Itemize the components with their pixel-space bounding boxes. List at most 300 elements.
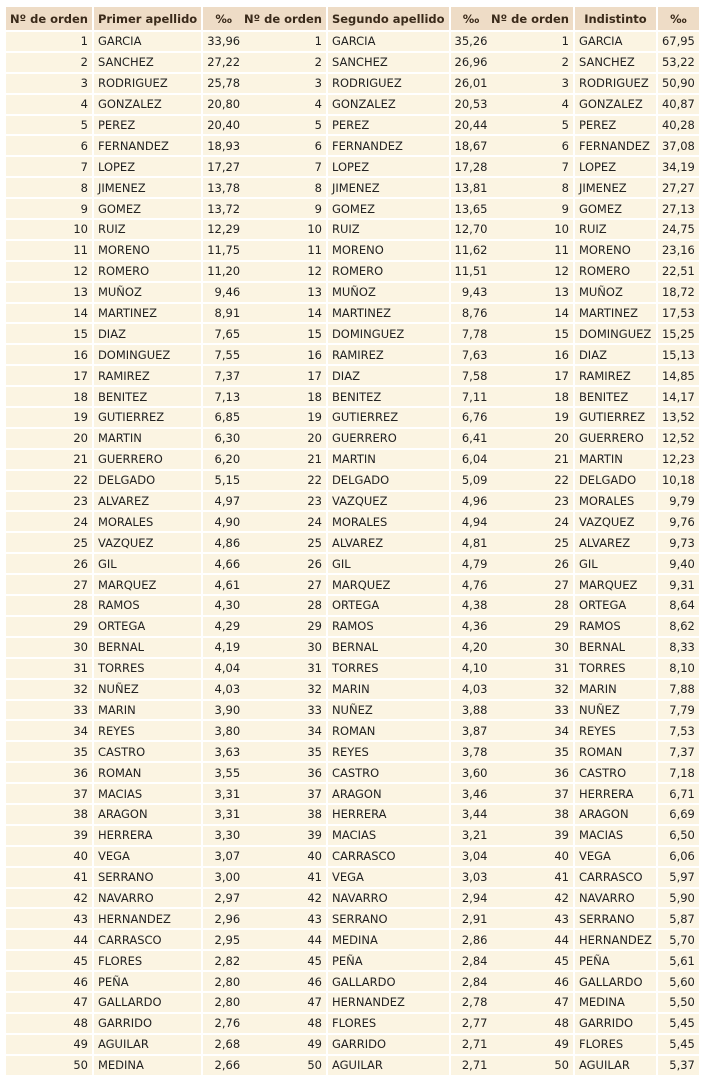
order-cell: 24 bbox=[240, 512, 326, 531]
surname-cell: MARIN bbox=[94, 701, 201, 720]
permille-cell: 9,31 bbox=[658, 575, 699, 594]
surname-table-first bbox=[4, 5, 246, 1077]
permille-cell: 17,53 bbox=[658, 304, 699, 323]
surname-cell: MACIAS bbox=[575, 826, 656, 845]
permille-cell: 9,43 bbox=[451, 283, 492, 302]
table-row bbox=[487, 220, 699, 239]
order-cell: 22 bbox=[6, 471, 92, 490]
table-row bbox=[240, 95, 491, 114]
table-row bbox=[487, 471, 699, 490]
table-row bbox=[487, 304, 699, 323]
permille-cell: 23,16 bbox=[658, 241, 699, 260]
order-cell: 31 bbox=[487, 659, 573, 678]
surname-cell: GIL bbox=[94, 554, 201, 573]
order-cell: 23 bbox=[240, 492, 326, 511]
order-cell: 29 bbox=[240, 617, 326, 636]
table-row bbox=[240, 638, 491, 657]
surname-cell: SERRANO bbox=[328, 909, 449, 928]
permille-cell: 10,18 bbox=[658, 471, 699, 490]
permille-cell: 40,87 bbox=[658, 95, 699, 114]
surname-cell: NAVARRO bbox=[575, 889, 656, 908]
surname-cell: RAMOS bbox=[94, 596, 201, 615]
surname-cell: HERNANDEZ bbox=[575, 930, 656, 949]
table-row bbox=[240, 533, 491, 552]
permille-cell: 25,78 bbox=[203, 74, 244, 93]
surname-cell: SERRANO bbox=[94, 868, 201, 887]
table-row bbox=[240, 262, 491, 281]
table-row bbox=[6, 450, 244, 469]
order-cell: 5 bbox=[6, 116, 92, 135]
order-cell: 10 bbox=[6, 220, 92, 239]
table-row bbox=[6, 1035, 244, 1054]
table-row bbox=[6, 32, 244, 51]
order-cell: 36 bbox=[240, 763, 326, 782]
table-row bbox=[487, 116, 699, 135]
order-cell: 25 bbox=[6, 533, 92, 552]
table-row bbox=[6, 575, 244, 594]
order-cell: 21 bbox=[6, 450, 92, 469]
table-row bbox=[487, 408, 699, 427]
order-cell: 3 bbox=[6, 74, 92, 93]
order-cell: 19 bbox=[240, 408, 326, 427]
permille-cell: 3,21 bbox=[451, 826, 492, 845]
order-cell: 19 bbox=[6, 408, 92, 427]
table-row bbox=[240, 972, 491, 991]
order-cell: 15 bbox=[240, 324, 326, 343]
permille-cell: 20,44 bbox=[451, 116, 492, 135]
order-cell: 6 bbox=[487, 136, 573, 155]
order-cell: 7 bbox=[240, 157, 326, 176]
order-cell: 28 bbox=[6, 596, 92, 615]
order-cell: 10 bbox=[240, 220, 326, 239]
table-row bbox=[6, 951, 244, 970]
order-cell: 40 bbox=[487, 847, 573, 866]
order-cell: 47 bbox=[6, 993, 92, 1012]
table-row bbox=[487, 324, 699, 343]
surname-cell: RUIZ bbox=[328, 220, 449, 239]
permille-cell: 37,08 bbox=[658, 136, 699, 155]
order-cell: 44 bbox=[487, 930, 573, 949]
permille-cell: 5,70 bbox=[658, 930, 699, 949]
table-row bbox=[240, 512, 491, 531]
order-cell: 21 bbox=[487, 450, 573, 469]
order-cell: 2 bbox=[487, 53, 573, 72]
order-cell: 18 bbox=[6, 387, 92, 406]
surname-cell: CASTRO bbox=[94, 742, 201, 761]
order-cell: 29 bbox=[487, 617, 573, 636]
surname-cell: CASTRO bbox=[575, 763, 656, 782]
table-row bbox=[240, 304, 491, 323]
surname-cell: BERNAL bbox=[94, 638, 201, 657]
table-row bbox=[6, 1056, 244, 1075]
table-row bbox=[487, 993, 699, 1012]
order-cell: 1 bbox=[6, 32, 92, 51]
surname-cell: PEREZ bbox=[328, 116, 449, 135]
table-row bbox=[6, 659, 244, 678]
table-row bbox=[487, 512, 699, 531]
permille-cell: 7,63 bbox=[451, 345, 492, 364]
surname-cell: MARTINEZ bbox=[328, 304, 449, 323]
surname-cell: GALLARDO bbox=[94, 993, 201, 1012]
surname-cell: SANCHEZ bbox=[575, 53, 656, 72]
surname-cell: RUIZ bbox=[94, 220, 201, 239]
order-cell: 18 bbox=[487, 387, 573, 406]
order-cell: 46 bbox=[6, 972, 92, 991]
permille-cell: 67,95 bbox=[658, 32, 699, 51]
surname-cell: MARTINEZ bbox=[575, 304, 656, 323]
order-cell: 35 bbox=[6, 742, 92, 761]
order-cell: 21 bbox=[240, 450, 326, 469]
table-row bbox=[487, 32, 699, 51]
table-row bbox=[487, 387, 699, 406]
order-cell: 17 bbox=[487, 366, 573, 385]
surname-cell: MARIN bbox=[328, 680, 449, 699]
table-row bbox=[240, 136, 491, 155]
order-cell: 12 bbox=[240, 262, 326, 281]
order-cell: 5 bbox=[240, 116, 326, 135]
surname-cell: GOMEZ bbox=[94, 199, 201, 218]
table-row bbox=[487, 262, 699, 281]
permille-cell: 7,58 bbox=[451, 366, 492, 385]
table-row bbox=[240, 178, 491, 197]
permille-cell: 6,71 bbox=[658, 784, 699, 803]
table-row bbox=[487, 366, 699, 385]
table-row bbox=[487, 742, 699, 761]
surname-cell: RAMIREZ bbox=[328, 345, 449, 364]
order-cell: 48 bbox=[487, 1014, 573, 1033]
surname-cell: GUTIERREZ bbox=[328, 408, 449, 427]
order-cell: 28 bbox=[240, 596, 326, 615]
permille-cell: 5,45 bbox=[658, 1035, 699, 1054]
surname-cell: GOMEZ bbox=[575, 199, 656, 218]
order-cell: 7 bbox=[487, 157, 573, 176]
permille-cell: 27,22 bbox=[203, 53, 244, 72]
order-cell: 25 bbox=[240, 533, 326, 552]
order-cell: 25 bbox=[487, 533, 573, 552]
surname-cell: MACIAS bbox=[94, 784, 201, 803]
table-row bbox=[240, 826, 491, 845]
surname-cell: RODRIGUEZ bbox=[94, 74, 201, 93]
permille-cell: 9,79 bbox=[658, 492, 699, 511]
permille-cell: 4,81 bbox=[451, 533, 492, 552]
table-row bbox=[240, 847, 491, 866]
surname-cell: MORALES bbox=[328, 512, 449, 531]
order-cell: 13 bbox=[240, 283, 326, 302]
surname-cell: GALLARDO bbox=[328, 972, 449, 991]
surname-cell: MARIN bbox=[575, 680, 656, 699]
table-row bbox=[487, 638, 699, 657]
permille-cell: 4,29 bbox=[203, 617, 244, 636]
permille-cell: 11,20 bbox=[203, 262, 244, 281]
surname-cell: SANCHEZ bbox=[328, 53, 449, 72]
permille-cell: 3,87 bbox=[451, 721, 492, 740]
surname-cell: MORENO bbox=[94, 241, 201, 260]
surname-cell: JIMENEZ bbox=[575, 178, 656, 197]
surname-cell: VAZQUEZ bbox=[94, 533, 201, 552]
surname-cell: FERNANDEZ bbox=[94, 136, 201, 155]
order-cell: 32 bbox=[240, 680, 326, 699]
order-cell: 43 bbox=[240, 909, 326, 928]
table-row bbox=[240, 680, 491, 699]
permille-cell: 13,81 bbox=[451, 178, 492, 197]
surname-cell: LOPEZ bbox=[94, 157, 201, 176]
order-cell: 41 bbox=[487, 868, 573, 887]
table-row bbox=[6, 304, 244, 323]
table-row bbox=[240, 721, 491, 740]
permille-cell: 2,84 bbox=[451, 972, 492, 991]
table-row bbox=[487, 889, 699, 908]
order-cell: 1 bbox=[240, 32, 326, 51]
permille-cell: 4,19 bbox=[203, 638, 244, 657]
table-row bbox=[240, 784, 491, 803]
order-cell: 45 bbox=[6, 951, 92, 970]
surname-cell: HERNANDEZ bbox=[94, 909, 201, 928]
table-row bbox=[487, 1014, 699, 1033]
table-row bbox=[6, 512, 244, 531]
order-cell: 13 bbox=[487, 283, 573, 302]
surname-cell: NAVARRO bbox=[328, 889, 449, 908]
order-cell: 8 bbox=[240, 178, 326, 197]
table-row bbox=[240, 554, 491, 573]
permille-cell: 13,78 bbox=[203, 178, 244, 197]
surname-cell: ARAGON bbox=[94, 805, 201, 824]
permille-cell: 2,95 bbox=[203, 930, 244, 949]
surname-cell: CARRASCO bbox=[328, 847, 449, 866]
order-cell: 22 bbox=[487, 471, 573, 490]
permille-cell: 5,90 bbox=[658, 889, 699, 908]
surname-cell: FLORES bbox=[94, 951, 201, 970]
surname-cell: FLORES bbox=[575, 1035, 656, 1054]
surname-cell: RUIZ bbox=[575, 220, 656, 239]
order-cell: 44 bbox=[6, 930, 92, 949]
surname-cell: BENITEZ bbox=[94, 387, 201, 406]
table-row bbox=[240, 220, 491, 239]
order-cell: 7 bbox=[6, 157, 92, 176]
order-cell: 45 bbox=[240, 951, 326, 970]
permille-cell: 2,77 bbox=[451, 1014, 492, 1033]
surname-cell: NUÑEZ bbox=[328, 701, 449, 720]
table-row bbox=[240, 116, 491, 135]
permille-cell: 3,00 bbox=[203, 868, 244, 887]
permille-cell: 3,60 bbox=[451, 763, 492, 782]
surname-cell: CARRASCO bbox=[94, 930, 201, 949]
table-row bbox=[240, 74, 491, 93]
permille-cell: 26,96 bbox=[451, 53, 492, 72]
order-cell: 14 bbox=[240, 304, 326, 323]
permille-cell: 7,18 bbox=[658, 763, 699, 782]
permille-cell: 6,30 bbox=[203, 429, 244, 448]
permille-cell: 2,71 bbox=[451, 1035, 492, 1054]
surname-cell: DIAZ bbox=[575, 345, 656, 364]
table-row bbox=[487, 805, 699, 824]
permille-cell: 27,27 bbox=[658, 178, 699, 197]
surname-table-second bbox=[238, 5, 493, 1077]
permille-cell: 6,69 bbox=[658, 805, 699, 824]
order-cell: 24 bbox=[487, 512, 573, 531]
permille-cell: 5,60 bbox=[658, 972, 699, 991]
table-row bbox=[487, 659, 699, 678]
order-cell: 31 bbox=[240, 659, 326, 678]
permille-cell: 4,66 bbox=[203, 554, 244, 573]
order-cell: 39 bbox=[487, 826, 573, 845]
permille-header: ‰ bbox=[658, 7, 699, 30]
permille-cell: 3,07 bbox=[203, 847, 244, 866]
table-row bbox=[240, 1056, 491, 1075]
table-row bbox=[240, 32, 491, 51]
permille-cell: 2,96 bbox=[203, 909, 244, 928]
surname-cell: DELGADO bbox=[328, 471, 449, 490]
permille-cell: 2,86 bbox=[451, 930, 492, 949]
surname-header: Segundo apellido bbox=[328, 7, 449, 30]
table-row bbox=[6, 742, 244, 761]
surname-cell: GONZALEZ bbox=[94, 95, 201, 114]
table-row bbox=[6, 721, 244, 740]
order-cell: 27 bbox=[487, 575, 573, 594]
order-cell: 47 bbox=[240, 993, 326, 1012]
table-row bbox=[487, 1035, 699, 1054]
order-cell: 16 bbox=[240, 345, 326, 364]
order-cell: 28 bbox=[487, 596, 573, 615]
table-row bbox=[487, 1056, 699, 1075]
surname-cell: PEREZ bbox=[94, 116, 201, 135]
surname-cell: MARTIN bbox=[575, 450, 656, 469]
surname-cell: DELGADO bbox=[575, 471, 656, 490]
table-row bbox=[6, 638, 244, 657]
table-row bbox=[487, 951, 699, 970]
surname-cell: BERNAL bbox=[575, 638, 656, 657]
surname-cell: ROMERO bbox=[575, 262, 656, 281]
permille-cell: 7,88 bbox=[658, 680, 699, 699]
permille-cell: 12,23 bbox=[658, 450, 699, 469]
table-row bbox=[487, 178, 699, 197]
permille-cell: 3,78 bbox=[451, 742, 492, 761]
table-row bbox=[240, 1035, 491, 1054]
table-row bbox=[487, 157, 699, 176]
surname-cell: LOPEZ bbox=[575, 157, 656, 176]
permille-cell: 4,30 bbox=[203, 596, 244, 615]
permille-cell: 2,80 bbox=[203, 972, 244, 991]
permille-cell: 20,53 bbox=[451, 95, 492, 114]
surname-cell: VEGA bbox=[328, 868, 449, 887]
surname-cell: GUERRERO bbox=[94, 450, 201, 469]
permille-cell: 2,76 bbox=[203, 1014, 244, 1033]
table-row bbox=[6, 554, 244, 573]
permille-cell: 11,75 bbox=[203, 241, 244, 260]
surname-cell: TORRES bbox=[94, 659, 201, 678]
surname-cell: MUÑOZ bbox=[94, 283, 201, 302]
table-row bbox=[6, 680, 244, 699]
order-cell: 41 bbox=[240, 868, 326, 887]
surname-cell: DOMINGUEZ bbox=[94, 345, 201, 364]
order-cell: 15 bbox=[6, 324, 92, 343]
permille-cell: 3,31 bbox=[203, 784, 244, 803]
surname-header: Primer apellido bbox=[94, 7, 201, 30]
table-row bbox=[6, 387, 244, 406]
surname-cell: NUÑEZ bbox=[94, 680, 201, 699]
table-row bbox=[6, 1014, 244, 1033]
table-row bbox=[6, 53, 244, 72]
order-cell: 13 bbox=[6, 283, 92, 302]
permille-cell: 3,44 bbox=[451, 805, 492, 824]
permille-cell: 18,67 bbox=[451, 136, 492, 155]
order-header: Nº de orden bbox=[6, 7, 92, 30]
permille-cell: 8,91 bbox=[203, 304, 244, 323]
surname-cell: MEDINA bbox=[575, 993, 656, 1012]
surname-cell: RODRIGUEZ bbox=[328, 74, 449, 93]
surname-cell: GOMEZ bbox=[328, 199, 449, 218]
table-row bbox=[240, 157, 491, 176]
surname-cell: GUERRERO bbox=[575, 429, 656, 448]
permille-cell: 7,13 bbox=[203, 387, 244, 406]
permille-cell: 15,25 bbox=[658, 324, 699, 343]
permille-cell: 2,66 bbox=[203, 1056, 244, 1075]
order-cell: 20 bbox=[487, 429, 573, 448]
surname-cell: GARCIA bbox=[575, 32, 656, 51]
surname-cell: DOMINGUEZ bbox=[328, 324, 449, 343]
table-row bbox=[6, 199, 244, 218]
order-cell: 27 bbox=[6, 575, 92, 594]
table-row bbox=[6, 345, 244, 364]
permille-cell: 6,06 bbox=[658, 847, 699, 866]
order-cell: 22 bbox=[240, 471, 326, 490]
table-row bbox=[240, 199, 491, 218]
surname-cell: NAVARRO bbox=[94, 889, 201, 908]
table-row bbox=[6, 429, 244, 448]
order-cell: 17 bbox=[240, 366, 326, 385]
order-cell: 5 bbox=[487, 116, 573, 135]
permille-cell: 8,76 bbox=[451, 304, 492, 323]
surname-cell: ALVAREZ bbox=[94, 492, 201, 511]
surname-cell: GARCIA bbox=[94, 32, 201, 51]
permille-cell: 3,90 bbox=[203, 701, 244, 720]
table-row bbox=[487, 763, 699, 782]
surname-cell: MORENO bbox=[575, 241, 656, 260]
order-cell: 2 bbox=[240, 53, 326, 72]
surname-cell: ARAGON bbox=[328, 784, 449, 803]
table-row bbox=[6, 471, 244, 490]
header-row bbox=[6, 7, 244, 30]
surname-cell: ROMAN bbox=[94, 763, 201, 782]
table-row bbox=[487, 241, 699, 260]
surname-cell: JIMENEZ bbox=[328, 178, 449, 197]
permille-cell: 2,82 bbox=[203, 951, 244, 970]
order-cell: 38 bbox=[240, 805, 326, 824]
permille-cell: 4,94 bbox=[451, 512, 492, 531]
permille-cell: 17,27 bbox=[203, 157, 244, 176]
surname-cell: JIMENEZ bbox=[94, 178, 201, 197]
table-row bbox=[6, 136, 244, 155]
table-row bbox=[240, 659, 491, 678]
permille-cell: 8,64 bbox=[658, 596, 699, 615]
permille-cell: 4,79 bbox=[451, 554, 492, 573]
surname-cell: GUERRERO bbox=[328, 429, 449, 448]
permille-cell: 5,45 bbox=[658, 1014, 699, 1033]
permille-cell: 5,97 bbox=[658, 868, 699, 887]
order-cell: 34 bbox=[487, 721, 573, 740]
surname-cell: MUÑOZ bbox=[328, 283, 449, 302]
permille-cell: 50,90 bbox=[658, 74, 699, 93]
permille-cell: 4,38 bbox=[451, 596, 492, 615]
permille-cell: 7,37 bbox=[203, 366, 244, 385]
surname-cell: SANCHEZ bbox=[94, 53, 201, 72]
order-cell: 38 bbox=[6, 805, 92, 824]
surname-cell: MUÑOZ bbox=[575, 283, 656, 302]
table-row bbox=[240, 324, 491, 343]
table-row bbox=[240, 701, 491, 720]
permille-cell: 5,09 bbox=[451, 471, 492, 490]
table-row bbox=[6, 596, 244, 615]
permille-cell: 35,26 bbox=[451, 32, 492, 51]
